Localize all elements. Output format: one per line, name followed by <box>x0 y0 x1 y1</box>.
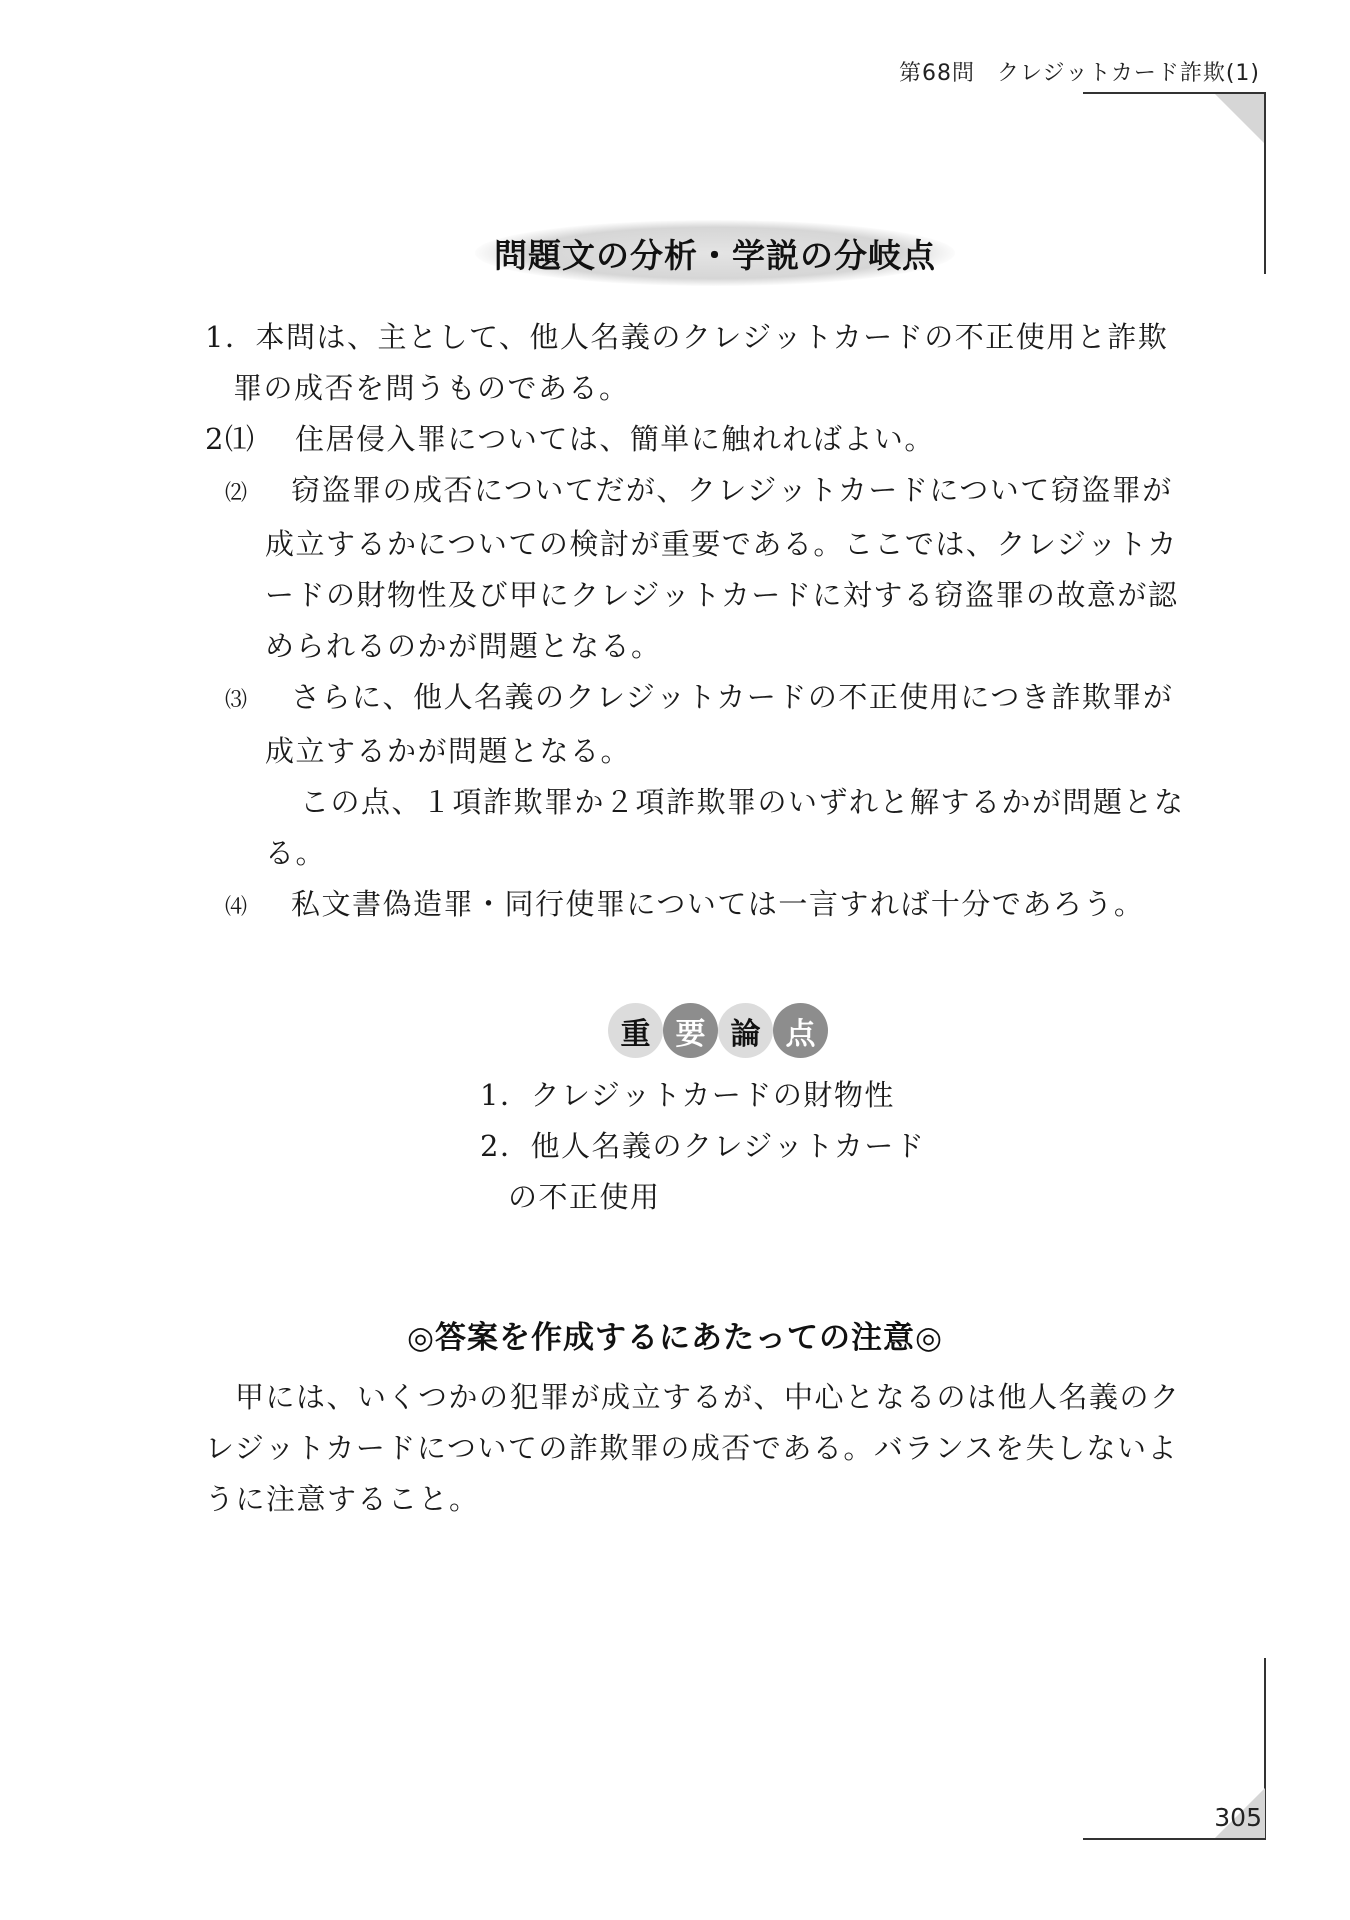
key-point-item: の不正使用 <box>508 1180 661 1214</box>
key-points-badge <box>608 1003 828 1058</box>
analysis-item-2-2 <box>205 465 1230 519</box>
section-banner <box>475 220 955 286</box>
analysis-line: 成立するかが問題となる。 <box>265 734 632 768</box>
analysis-line: さらに、他人名義のクレジットカードの不正使用につき詐欺罪が <box>291 680 1174 714</box>
key-point-item: 1．クレジットカードの財物性 <box>480 1078 895 1112</box>
analysis-list <box>205 312 1230 933</box>
analysis-line: 窃盗罪の成否についてだが、クレジットカードについて窃盗罪が <box>291 473 1173 507</box>
badge-char: 論 <box>718 1003 773 1058</box>
caution-body <box>205 1372 1230 1525</box>
analysis-line: められるのかが問題となる。 <box>265 629 662 663</box>
analysis-item-2-4 <box>205 879 1230 933</box>
analysis-line: 私文書偽造罪・同行使罪については一言すれば十分であろう。 <box>291 887 1145 921</box>
caution-line: レジットカードについての詐欺罪の成否である。バランスを失しないよ <box>205 1431 1178 1465</box>
caution-line: うに注意すること。 <box>205 1482 480 1516</box>
analysis-item-2-3 <box>205 672 1230 726</box>
chapter-number: 第68問 <box>899 61 976 86</box>
item-marker: 2⑴ <box>205 422 256 456</box>
header-rule <box>1083 92 1265 94</box>
analysis-line: 住居侵入罪については、簡単に触れればよい。 <box>295 422 935 456</box>
analysis-line: 成立するかについての検討が重要である。ここでは、クレジットカ <box>265 527 1178 561</box>
item-marker: ⑷ <box>225 895 249 920</box>
analysis-line: 1．本問は、主として、他人名義のクレジットカードの不正使用と詐欺 <box>205 320 1169 354</box>
section-title: 問題文の分析・学説の分岐点 <box>494 235 936 275</box>
footer-rule <box>1083 1838 1265 1840</box>
page-number: 305 <box>1214 1803 1262 1832</box>
running-header <box>899 56 1260 87</box>
key-points-list <box>480 1070 925 1223</box>
badge-char: 要 <box>663 1003 718 1058</box>
item-marker: ⑶ <box>225 688 249 713</box>
badge-char: 重 <box>608 1003 663 1058</box>
analysis-line: この点、１項詐欺罪か２項詐欺罪のいずれと解するかが問題とな <box>300 785 1185 819</box>
item-marker: ⑵ <box>225 481 249 506</box>
chapter-title: クレジットカード詐欺(1) <box>997 61 1260 86</box>
key-point-item: 2．他人名義のクレジットカード <box>480 1129 926 1163</box>
analysis-line: る。 <box>265 836 327 870</box>
analysis-line: 罪の成否を問うものである。 <box>233 371 630 405</box>
side-rule-top <box>1264 92 1266 274</box>
analysis-line: ードの財物性及び甲にクレジットカードに対する窃盗罪の故意が認 <box>265 578 1179 612</box>
caution-line: 甲には、いくつかの犯罪が成立するが、中心となるのは他人名義のク <box>235 1380 1181 1414</box>
badge-char: 点 <box>773 1003 828 1058</box>
corner-tab-top <box>1215 94 1265 144</box>
caution-heading: ◎答案を作成するにあたっての注意◎ <box>406 1320 944 1356</box>
analysis-item-2-1 <box>205 414 1230 465</box>
